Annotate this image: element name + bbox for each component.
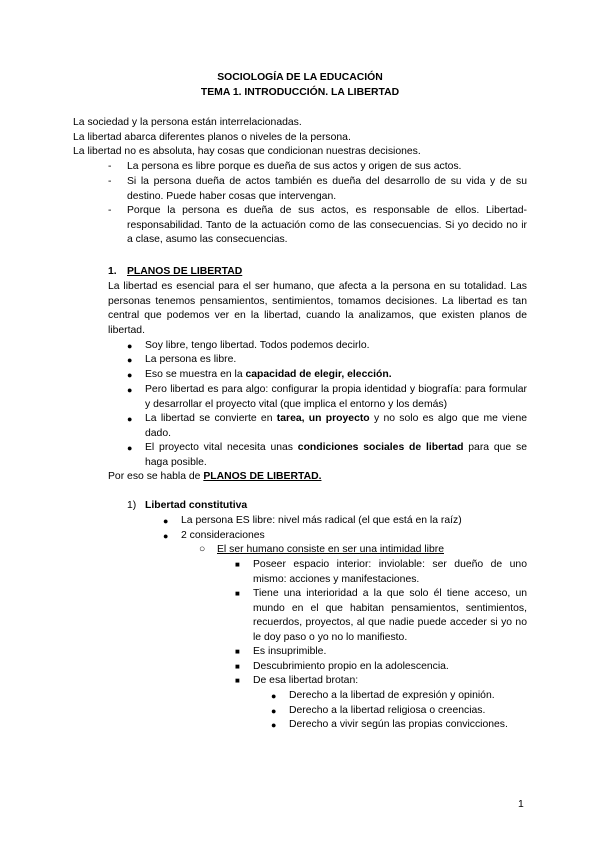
page-number: 1 — [518, 799, 524, 810]
bullet-item: 2 consideraciones — [181, 530, 265, 541]
square-marker: ■ — [235, 676, 240, 685]
closing-bold-text: PLANOS DE LIBERTAD. — [203, 471, 322, 482]
sub-sub-item: De esa libertad brotan: — [253, 675, 359, 686]
bullet-bold-text: capacidad de elegir, elección. — [245, 369, 392, 380]
sub-sub-item: Descubrimiento propio en la adolescencia. — [253, 661, 449, 672]
bullet-text: El proyecto vital necesita unas — [145, 442, 298, 453]
circle-marker: ○ — [199, 544, 206, 555]
bullet-marker: ● — [127, 414, 133, 424]
bullet-marker: ● — [271, 706, 277, 716]
dash-item: Porque la persona es dueña de sus actos, es responsable de ellos. Libertad-responsabilidad. Tanto de la actuación como de las consecuencias. Si yo decido no ir a clase, asumo las consecuencias. — [127, 205, 527, 246]
bullet-text: y no solo es algo que me viene dado. — [145, 413, 528, 439]
right-item: Derecho a vivir según las propias convicciones. — [289, 719, 508, 730]
dash-item: La persona es libre porque es dueña de sus actos y origen de sus actos. — [127, 161, 462, 172]
right-item: Derecho a la libertad de expresión y opinión. — [289, 690, 495, 701]
bullet-marker: ● — [163, 531, 169, 541]
bullet-bold-text: tarea, un proyecto — [276, 413, 370, 424]
dash-marker: - — [108, 205, 112, 216]
dash-item: Si la persona dueña de actos también es dueña del desarrollo de su vida y de su destino. Puede haber cosas que intervengan. — [127, 176, 527, 202]
bullet-marker: ● — [163, 516, 169, 526]
dash-marker: - — [108, 176, 112, 187]
bullet-marker: ● — [127, 370, 133, 380]
bullet-marker: ● — [127, 443, 133, 453]
bullet-text: Eso se muestra en la — [145, 369, 246, 380]
bullet-marker: ● — [271, 720, 277, 730]
square-marker: ■ — [235, 589, 240, 598]
bullet-item: La persona es libre. — [145, 354, 237, 365]
bullet-item: La persona ES libre: nivel más radical (el que está en la raíz) — [181, 515, 462, 526]
bullet-bold-text: condiciones sociales de libertad — [297, 442, 464, 453]
section-heading: PLANOS DE LIBERTAD — [127, 266, 243, 277]
document-subtitle: TEMA 1. INTRODUCCIÓN. LA LIBERTAD — [200, 87, 400, 98]
bullet-text: La libertad se convierte en — [145, 413, 277, 424]
closing-line — [108, 470, 321, 485]
square-marker: ■ — [235, 647, 240, 656]
subsection-heading: Libertad constitutiva — [145, 500, 248, 511]
sub-sub-item: Tiene una interioridad a la que solo él tiene acceso, un mundo en el que habitan pensamientos, sentimientos, recuerdos, proyectos, al que nadie puede acceder si yo no le doy paso o yo no lo manifiesto. — [253, 588, 527, 643]
bullet-item — [145, 412, 527, 441]
sub-sub-item: Poseer espacio interior: inviolable: ser dueño de uno mismo: acciones y manifestaciones. — [253, 559, 527, 585]
bullet-marker: ● — [127, 355, 133, 365]
bullet-text: para que se haga posible. — [145, 442, 527, 468]
intro-line: La sociedad y la persona están interrelacionadas. — [73, 117, 302, 128]
square-marker: ■ — [235, 560, 240, 569]
bullet-marker: ● — [271, 691, 277, 701]
section-number: 1. — [108, 266, 117, 277]
bullet-item — [145, 368, 392, 383]
intro-line: La libertad abarca diferentes planos o niveles de la persona. — [73, 132, 351, 143]
right-item: Derecho a la libertad religiosa o creencias. — [289, 705, 486, 716]
bullet-marker: ● — [127, 385, 133, 395]
bullet-item: Pero libertad es para algo: configurar la propia identidad y biografía: para formular y desarrollar el proyecto vital (que implica el entorno y los demás) — [145, 384, 527, 410]
document-title: SOCIOLOGÍA DE LA EDUCACIÓN — [217, 72, 383, 83]
closing-text: Por eso se habla de — [108, 471, 204, 482]
subsection-number: 1) — [127, 500, 137, 511]
bullet-item — [145, 441, 527, 470]
section-paragraph: La libertad es esencial para el ser humano, que afecta a la persona en su totalidad. Las personas tenemos pensamientos, sentimientos, tomamos decisiones. La libertad es tan central que podemos ver en la libertad, cuando la analizamos, que existen planos de libertad. — [108, 281, 527, 336]
bullet-marker: ● — [127, 341, 133, 351]
intro-line: La libertad no es absoluta, hay cosas que condicionan nuestras decisiones. — [73, 146, 421, 157]
dash-marker: - — [108, 161, 112, 172]
sub-sub-item: Es insuprimible. — [253, 646, 327, 657]
square-marker: ■ — [235, 662, 240, 671]
sub-item: El ser humano consiste en ser una intimidad libre — [217, 544, 444, 555]
bullet-item: Soy libre, tengo libertad. Todos podemos decirlo. — [145, 340, 370, 351]
